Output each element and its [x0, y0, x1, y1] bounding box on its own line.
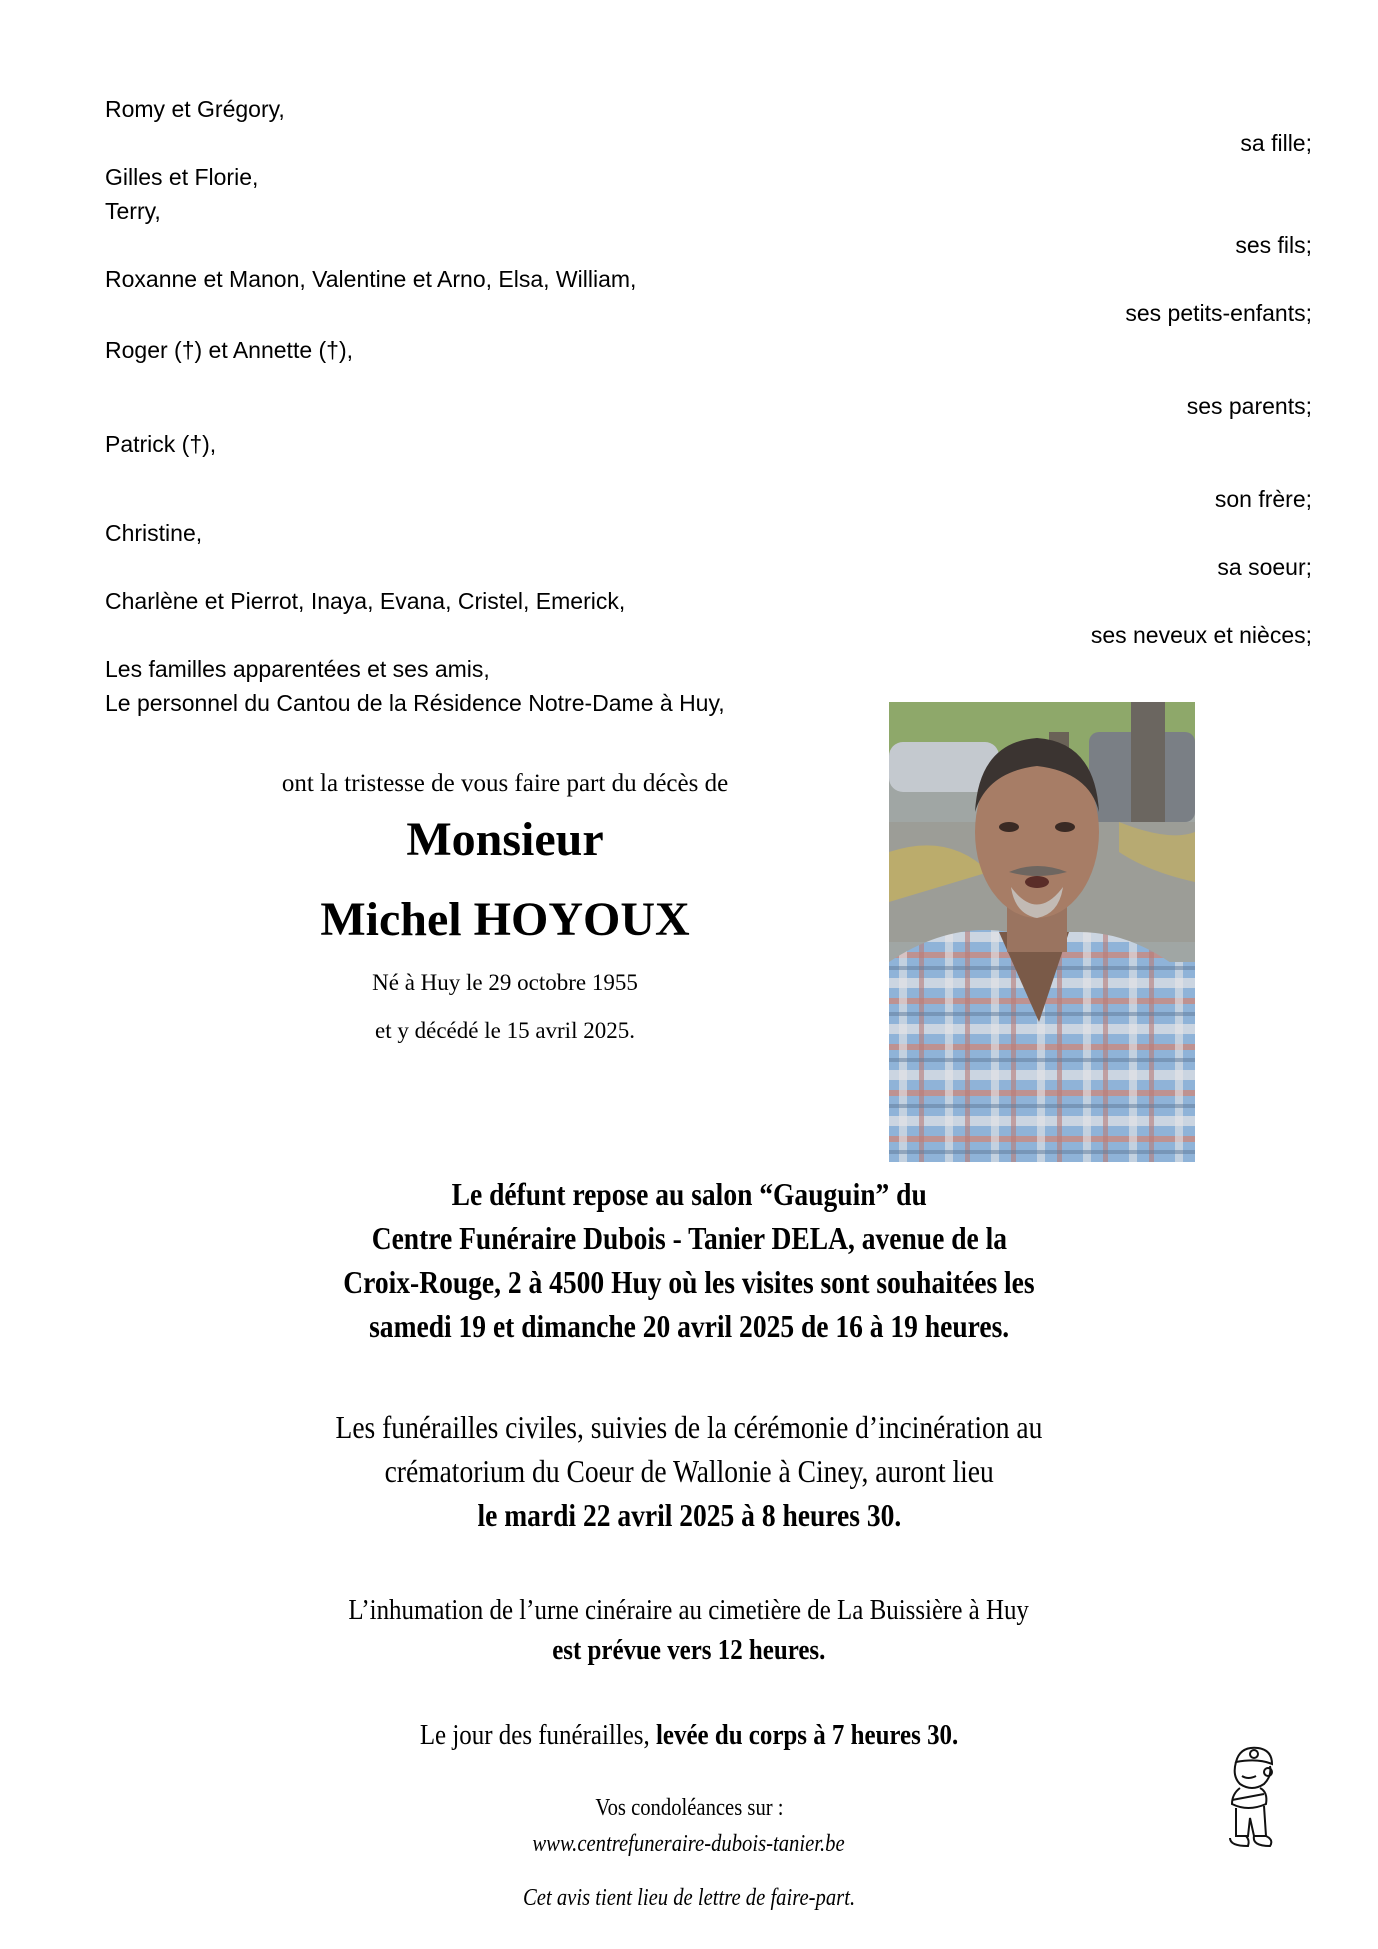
relation-label: ses parents;	[1186, 393, 1312, 419]
family-line: Terry,	[105, 198, 161, 224]
portrait-photo-illustration	[889, 702, 1195, 1162]
family-line: Charlène et Pierrot, Inaya, Evana, Cristel, Emerick,	[105, 588, 626, 614]
relation-label: ses petits-enfants;	[1125, 300, 1312, 326]
footer-note: Cet avis tient lieu de lettre de faire-part.	[522, 1885, 856, 1911]
relation-label: son frère;	[1214, 486, 1312, 512]
family-line: Roxanne et Manon, Valentine et Arno, Elsa, William,	[105, 266, 637, 292]
birth-info: Né à Huy le 29 octobre 1955	[372, 970, 638, 995]
burial-info	[0, 1590, 1378, 1670]
burial-time: est prévue vers 12 heures.	[552, 1634, 826, 1666]
funeral-info	[0, 1405, 1378, 1537]
visitation-line: Le défunt repose au salon “Gauguin” du	[451, 1176, 927, 1212]
death-info: et y décédé le 15 avril 2025.	[375, 1018, 635, 1043]
deceased-name: Michel HOYOUX	[320, 893, 690, 946]
family-line: Les familles apparentées et ses amis,	[105, 656, 490, 682]
condolences-url[interactable]: www.centrefuneraire-dubois-tanier.be	[532, 1831, 846, 1857]
family-line: Romy et Grégory,	[105, 96, 285, 122]
relation-label: ses neveux et nièces;	[1090, 622, 1312, 648]
funeral-date: le mardi 22 avril 2025 à 8 heures 30.	[477, 1497, 901, 1533]
condolences	[0, 1790, 1378, 1862]
family-line: Roger (†) et Annette (†),	[105, 337, 354, 363]
family-line: Gilles et Florie,	[105, 164, 259, 190]
cartoon-plumber-icon	[1218, 1742, 1288, 1862]
deceased-title: Monsieur	[406, 813, 604, 866]
visitation-line: Centre Funéraire Dubois - Tanier DELA, avenue de la	[371, 1220, 1007, 1256]
funeral-line: Les funérailles civiles, suivies de la cérémonie d’incinération au	[335, 1409, 1043, 1445]
family-line: Patrick (†),	[105, 431, 217, 457]
family-line: Christine,	[105, 520, 203, 546]
levee-info	[0, 1715, 1378, 1755]
burial-line: L’inhumation de l’urne cinéraire au cimetière de La Buissière à Huy	[348, 1594, 1030, 1626]
funeral-line: crématorium du Coeur de Wallonie à Ciney, auront lieu	[384, 1453, 994, 1489]
portrait-photo	[889, 702, 1195, 1162]
relation-label: ses fils;	[1235, 232, 1312, 258]
relation-label: sa fille;	[1240, 130, 1312, 156]
visitation-line: samedi 19 et dimanche 20 avril 2025 de 16 à 19 heures.	[368, 1308, 1010, 1344]
family-line: Le personnel du Cantou de la Résidence Notre-Dame à Huy,	[105, 690, 725, 716]
levee-time: levée du corps à 7 heures 30.	[655, 1719, 959, 1751]
announcement-intro: ont la tristesse de vous faire part du décès de	[281, 770, 729, 797]
visitation-info	[0, 1172, 1378, 1348]
visitation-line: Croix-Rouge, 2 à 4500 Huy où les visites sont souhaitées les	[343, 1264, 1035, 1300]
relation-label: sa soeur;	[1217, 554, 1312, 580]
condolences-label: Vos condoléances sur :	[594, 1795, 784, 1821]
levee-prefix: Le jour des funérailles,	[419, 1719, 656, 1751]
